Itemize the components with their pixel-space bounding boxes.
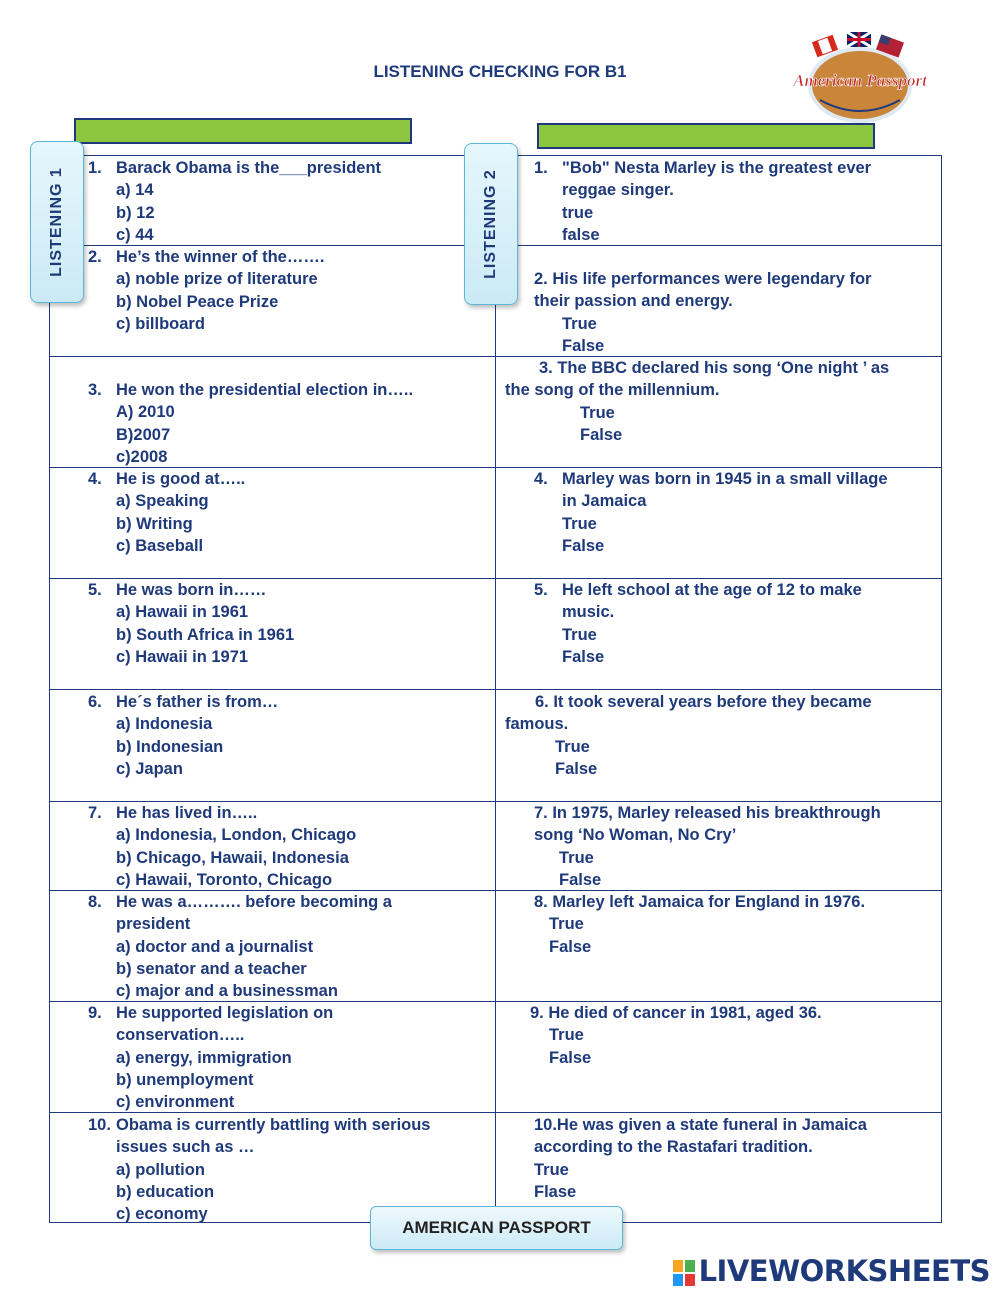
right-question-7: 7. In 1975, Marley released his breakthrough song ‘No Woman, No Cry’ True False	[534, 802, 881, 891]
left-question-10: 10. Obama is currently battling with serious issues such as … a) pollution b) education c) economy	[88, 1114, 430, 1225]
left-question-4: 4. He is good at….. a) Speaking b) Writing c) Baseball	[88, 468, 245, 557]
left-question-8: 8. He was a………. before becoming a president a) doctor and a journalist b) senator and a teacher c) major and a businessman	[88, 891, 392, 1002]
left-question-5: 5. He was born in…… a) Hawaii in 1961 b) South Africa in 1961 c) Hawaii in 1971	[88, 579, 266, 668]
answer-option[interactable]: false	[562, 225, 600, 244]
answer-option[interactable]: c) billboard	[116, 314, 205, 333]
answer-option[interactable]: b) Writing	[116, 514, 193, 533]
answer-option[interactable]: True	[562, 514, 597, 533]
answer-option[interactable]: b) Nobel Peace Prize	[116, 292, 279, 311]
answer-option[interactable]: b) Chicago, Hawaii, Indonesia	[116, 848, 349, 867]
left-question-9: 9. He supported legislation on conservation….. a) energy, immigration b) unemployment c) environment	[88, 1002, 333, 1113]
answer-option[interactable]: c) Hawaii in 1971	[116, 647, 249, 666]
left-question-6: 6. He´s father is from… a) Indonesia b) Indonesian c) Japan	[88, 691, 278, 780]
answer-option[interactable]: c) 44	[116, 225, 154, 244]
answer-option[interactable]: False	[555, 759, 598, 778]
row-divider	[49, 689, 942, 690]
answer-option[interactable]: False	[562, 536, 605, 555]
american-passport-logo	[790, 30, 930, 125]
svg-text:American Passport: American Passport	[793, 71, 927, 90]
right-question-1: 1. "Bob" Nesta Marley is the greatest ever reggae singer. true false	[534, 157, 871, 246]
name-field-left[interactable]	[74, 118, 412, 144]
answer-option[interactable]: a) doctor and a journalist	[116, 937, 314, 956]
answer-option[interactable]: c) major and a businessman	[116, 982, 338, 1001]
answer-option[interactable]: c) environment	[116, 1093, 235, 1112]
answer-option[interactable]: True	[559, 848, 594, 867]
right-question-6: 6. It took several years before they became famous. True False	[505, 691, 842, 780]
answer-option[interactable]: True	[534, 1160, 569, 1179]
answer-option[interactable]: True	[580, 403, 615, 422]
answer-option[interactable]: a) noble prize of literature	[116, 270, 318, 289]
answer-option[interactable]: False	[559, 870, 602, 889]
right-question-2: 2. His life performances were legendary for their passion and energy. True False	[534, 268, 871, 357]
answer-option[interactable]: c) Baseball	[116, 536, 204, 555]
answer-option[interactable]: b) Indonesian	[116, 737, 224, 756]
left-question-1: 1. Barack Obama is the___president a) 14 b) 12 c) 44	[88, 157, 381, 246]
answer-option[interactable]: a) Indonesia	[116, 715, 213, 734]
liveworksheets-icon	[673, 1260, 695, 1286]
answer-option[interactable]: False	[549, 937, 592, 956]
listening-1-tab: LISTENING 1	[30, 141, 84, 303]
page-title: LISTENING CHECKING FOR B1	[373, 62, 627, 81]
answer-option[interactable]: Flase	[534, 1182, 577, 1201]
left-question-7: 7. He has lived in….. a) Indonesia, London, Chicago b) Chicago, Hawaii, Indonesia c) Hawaii, Toronto, Chicago	[88, 802, 328, 891]
left-question-3: 3. He won the presidential election in….. A) 2010 B)2007 c)2008	[88, 379, 413, 468]
answer-option[interactable]: b) senator and a teacher	[116, 959, 307, 978]
answer-option[interactable]: b) unemployment	[116, 1070, 254, 1089]
right-question-5: 5. He left school at the age of 12 to make music. True False	[534, 579, 862, 668]
answer-option[interactable]: c) economy	[116, 1205, 208, 1224]
footer-label: AMERICAN PASSPORT	[370, 1206, 623, 1250]
right-question-4: 4. Marley was born in 1945 in a small village in Jamaica True False	[534, 468, 888, 557]
answer-option[interactable]: True	[562, 314, 597, 333]
right-question-9: 9. He died of cancer in 1981, aged 36. True False	[530, 1002, 822, 1069]
right-question-10: 10.He was given a state funeral in Jamaica according to the Rastafari tradition. True Flase	[534, 1114, 867, 1203]
answer-option[interactable]: c) Hawaii, Toronto, Chicago	[116, 870, 333, 889]
answer-option[interactable]: A) 2010	[116, 403, 175, 422]
answer-option[interactable]: True	[549, 1026, 584, 1045]
answer-option[interactable]: True	[549, 915, 584, 934]
right-question-8: 8. Marley left Jamaica for England in 1976. True False	[534, 891, 865, 958]
right-question-3: 3. The BBC declared his song ‘One night ’ as the song of the millennium. True False	[505, 357, 855, 446]
answer-option[interactable]: true	[562, 203, 594, 222]
answer-option[interactable]: c)2008	[116, 447, 168, 466]
answer-option[interactable]: b) South Africa in 1961	[116, 625, 295, 644]
answer-option[interactable]: a) Hawaii in 1961	[116, 603, 249, 622]
answer-option[interactable]: True	[562, 625, 597, 644]
answer-option[interactable]: a) Speaking	[116, 492, 209, 511]
answer-option[interactable]: a) Indonesia, London, Chicago	[116, 826, 357, 845]
answer-option[interactable]: a) 14	[116, 181, 154, 200]
answer-option[interactable]: False	[580, 425, 623, 444]
answer-option[interactable]: True	[555, 737, 590, 756]
listening-2-tab: LISTENING 2	[464, 143, 518, 305]
answer-option[interactable]: False	[549, 1048, 592, 1067]
answer-option[interactable]: b) 12	[116, 203, 155, 222]
answer-option[interactable]: B)2007	[116, 425, 171, 444]
left-question-2: 2. He’s the winner of the……. a) noble prize of literature b) Nobel Peace Prize c) billboard	[88, 246, 324, 335]
answer-option[interactable]: a) pollution	[116, 1160, 205, 1179]
answer-option[interactable]: False	[562, 336, 605, 355]
name-field-right[interactable]	[537, 123, 875, 149]
answer-option[interactable]: b) education	[116, 1182, 215, 1201]
answer-option[interactable]: a) energy, immigration	[116, 1048, 292, 1067]
liveworksheets-logo: LIVEWORKSHEETS	[673, 1254, 990, 1288]
answer-option[interactable]: False	[562, 647, 605, 666]
answer-option[interactable]: c) Japan	[116, 759, 183, 778]
